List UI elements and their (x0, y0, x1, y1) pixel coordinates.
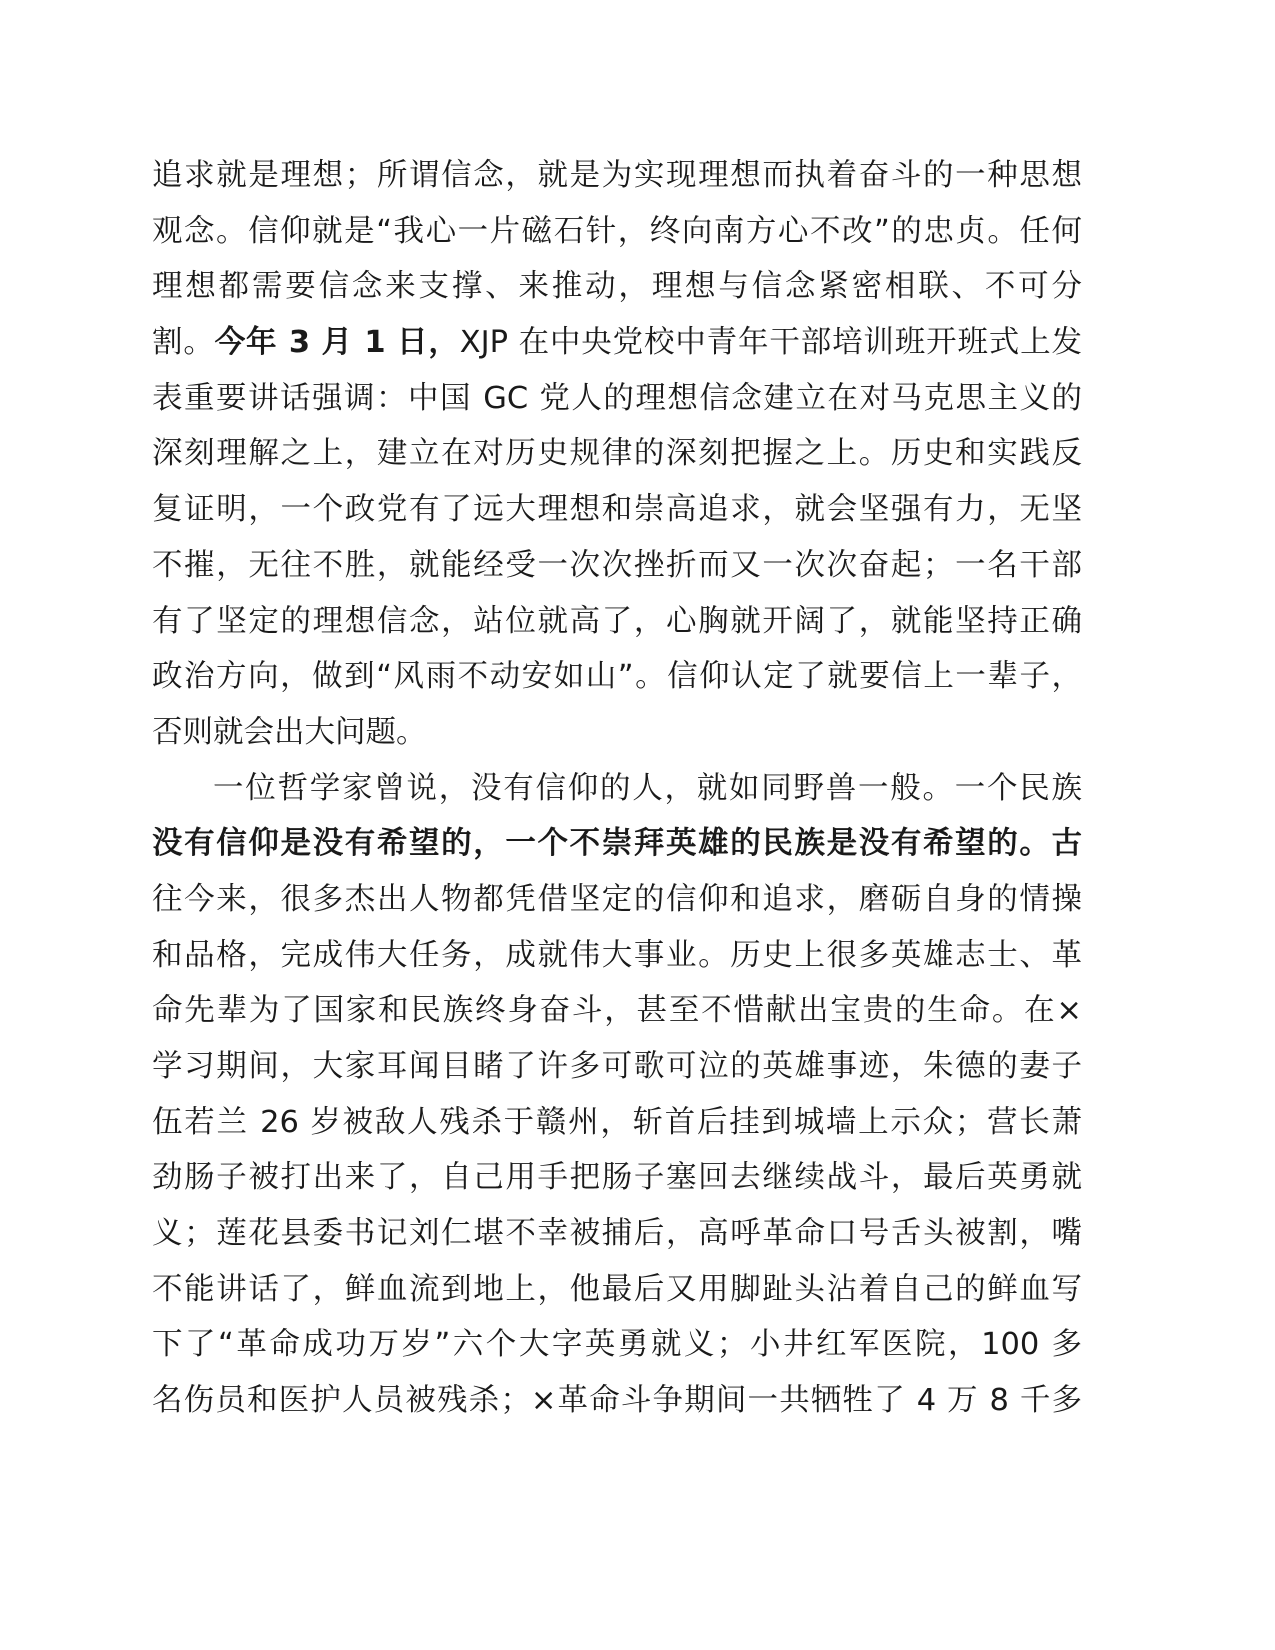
body-text: 不能讲话了，鲜血流到地上，他最后又用脚趾头沾着自己的鲜血写 (152, 1271, 1082, 1307)
body-text: 否则就会出大问题。 (152, 714, 427, 750)
body-text: 政治方向，做到“风雨不动安如山”。信仰认定了就要信上一辈子， (152, 659, 1082, 695)
body-text: 劲肠子被打出来了，自己用手把肠子塞回去继续战斗，最后英勇就 (152, 1160, 1082, 1196)
body-text: 不摧，无往不胜，就能经受一次次挫折而又一次次奋起；一名干部 (152, 547, 1082, 583)
text-line (152, 761, 1082, 817)
body-text: 理想都需要信念来支撑、来推动，理想与信念紧密相联、不可分 (152, 269, 1082, 305)
body-text: 名伤员和医护人员被残杀；×革命斗争期间一共牺牲了 4 万 8 千多 (152, 1383, 1082, 1419)
text-line (152, 649, 1082, 705)
text-line (152, 1150, 1082, 1206)
body-text: 伍若兰 26 岁被敌人残杀于赣州，斩首后挂到城墙上示众；营长萧 (152, 1104, 1082, 1140)
text-line (152, 371, 1082, 427)
text-line (152, 872, 1082, 928)
text-line (152, 204, 1082, 260)
text-line (152, 426, 1082, 482)
text-line (152, 928, 1082, 984)
body-text: 一位哲学家曾说，没有信仰的人，就如同野兽一般。一个民族 (213, 770, 1082, 806)
text-line (152, 1095, 1082, 1151)
text-line (152, 1317, 1082, 1373)
text-line (152, 816, 1082, 872)
text-line (152, 1262, 1082, 1318)
body-text: 深刻理解之上，建立在对历史规律的深刻把握之上。历史和实践反 (152, 436, 1082, 472)
body-text: 和品格，完成伟大任务，成就伟大事业。历史上很多英雄志士、革 (152, 937, 1082, 973)
body-text: 表重要讲话强调：中国 GC 党人的理想信念建立在对马克思主义的 (152, 380, 1082, 416)
body-text: 命先辈为了国家和民族终身奋斗，甚至不惜献出宝贵的生命。在× (152, 993, 1082, 1029)
body-text: 学习期间，大家耳闻目睹了许多可歌可泣的英雄事迹，朱德的妻子 (152, 1049, 1082, 1084)
text-line (152, 538, 1082, 594)
body-text: 下了“革命成功万岁”六个大字英勇就义；小井红军医院，100 多 (152, 1327, 1082, 1363)
text-line (152, 1206, 1082, 1262)
text-line (152, 983, 1082, 1039)
body-text: 义；莲花县委书记刘仁堪不幸被捕后，高呼革命口号舌头被割，嘴 (152, 1216, 1082, 1252)
document-body (152, 148, 1082, 1429)
text-line (152, 315, 1082, 371)
body-text: 追求就是理想；所谓信念，就是为实现理想而执着奋斗的一种思想 (152, 158, 1082, 193)
bold-text: 没有信仰是没有希望的，一个不崇拜英雄的民族是没有希望的。古 (152, 826, 1082, 862)
text-line (152, 1039, 1082, 1095)
body-text: 往今来，很多杰出人物都凭借坚定的信仰和追求，磨砺自身的情操 (152, 881, 1082, 917)
body-text: XJP 在中央党校中青年干部培训班开班式上发 (459, 325, 1083, 361)
text-line (152, 482, 1082, 538)
bold-text: 今年 3 月 1 日， (214, 325, 460, 361)
text-line (152, 705, 1082, 761)
text-line (152, 1373, 1082, 1429)
body-text: 割。 (152, 325, 215, 361)
body-text: 观念。信仰就是“我心一片磁石针，终向南方心不改”的忠贞。任何 (152, 213, 1082, 249)
body-text: 有了坚定的理想信念，站位就高了，心胸就开阔了，就能坚持正确 (152, 603, 1082, 639)
text-line (152, 594, 1082, 650)
body-text: 复证明，一个政党有了远大理想和崇高追求，就会坚强有力，无坚 (152, 492, 1082, 528)
text-line (152, 148, 1082, 204)
text-line (152, 259, 1082, 315)
